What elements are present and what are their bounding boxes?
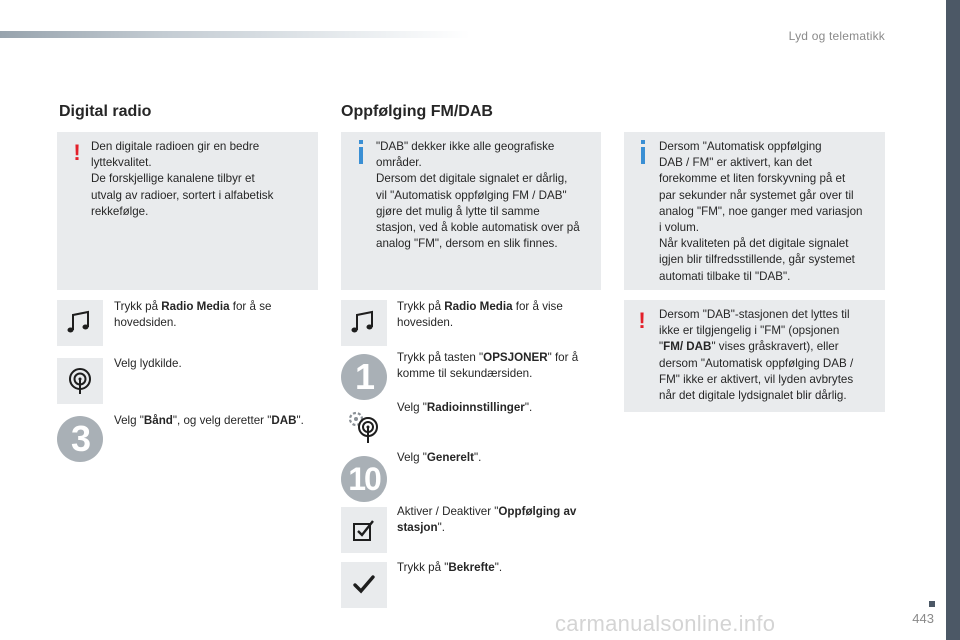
right-step-6-text: Trykk på "Bekrefte". [397,561,503,574]
left-step-3-text: Velg "Bånd", og velg deretter "DAB". [114,414,304,427]
right-step-1-text: Trykk på Radio Media for å vise hovesiden. [397,300,563,330]
checkbox-icon [351,517,377,543]
watermark: carmanualsonline.info [555,611,776,636]
checkbox-icon-box [341,507,387,553]
info-icon [636,140,650,164]
right-step-5-text: Aktiver / Deaktiver "Oppfølging av stasjon". [397,505,577,535]
chapter-sidebar [946,0,960,640]
left-step-1-text: Trykk på Radio Media for å se hovedsiden. [114,300,272,330]
info-text-1: "DAB" dekker ikke alle geografiske områder. Dersom det digitale signalet er dårlig, vil "Automatisk oppfølging FM / DAB" gjøre det mulig å lytte til samme stasjon, ved å koble automatisk over på analog "FM", dersom en slik finnes. [376,140,580,251]
step-badge-10: 10 [341,456,387,502]
step-badge-1: 1 [341,354,387,400]
radio-media-button-icon-box [57,300,103,346]
right-step-2-text: Trykk på tasten "OPSJONER" for å komme til sekundærsiden. [397,351,579,381]
right-step-4-text: Velg "Generelt". [397,451,482,464]
left-step-2-text: Velg lydkilde. [114,357,182,370]
section-header: Lyd og telematikk [788,29,885,43]
page-marker [929,601,935,607]
confirm-icon-box [341,562,387,608]
digital-radio-title: Digital radio [59,103,152,120]
warning-text-2: Dersom "DAB"-stasjonen det lyttes til ikke er tilgjengelig i "FM" (opsjonen "FM/ DAB" vises gråskravert), eller dersom "Automatisk oppfølging DAB / FM" ikke er aktivert, vil lyden avbrytes når det digitale lydsignalet blir dårlig. [659,308,854,403]
header-gradient-bar [0,31,470,38]
music-note-icon [65,308,95,338]
radio-settings-icon [344,407,384,447]
fm-dab-title: Oppfølging FM/DAB [341,103,493,120]
warning-icon: ! [73,140,81,165]
right-step-3-text: Velg "Radioinnstillinger". [397,401,533,414]
warning-text: Den digitale radioen gir en bedre lyttekvalitet. De forskjellige kanalene tilbyr et utvalg av radioer, sortert i alfabetisk rekkefølge. [91,140,274,218]
music-note-icon [349,308,379,338]
info-text-2: Dersom "Automatisk oppfølging DAB / FM" er aktivert, kan det forekomme et liten forskyvning på et par sekunder når systemet går over til analog "FM", noe ganger med variasjon i volum. Når kvaliteten på det digitale signalet igjen blir tilfredsstillende, går systemet automati tilbake til "DAB". [659,140,863,283]
warning-box-digital-radio [57,132,318,290]
checkmark-icon [351,572,377,598]
settings-icon-box [341,404,387,450]
radio-media-button-icon-box [341,300,387,346]
page-number: 443 [912,611,934,626]
radio-source-icon [65,366,95,396]
warning-icon: ! [638,308,646,333]
info-icon [354,140,368,164]
step-badge-3: 3 [57,416,103,462]
info-box-2 [624,132,885,290]
info-box-1 [341,132,601,290]
warning-box-dab [624,300,885,412]
source-icon-box [57,358,103,404]
